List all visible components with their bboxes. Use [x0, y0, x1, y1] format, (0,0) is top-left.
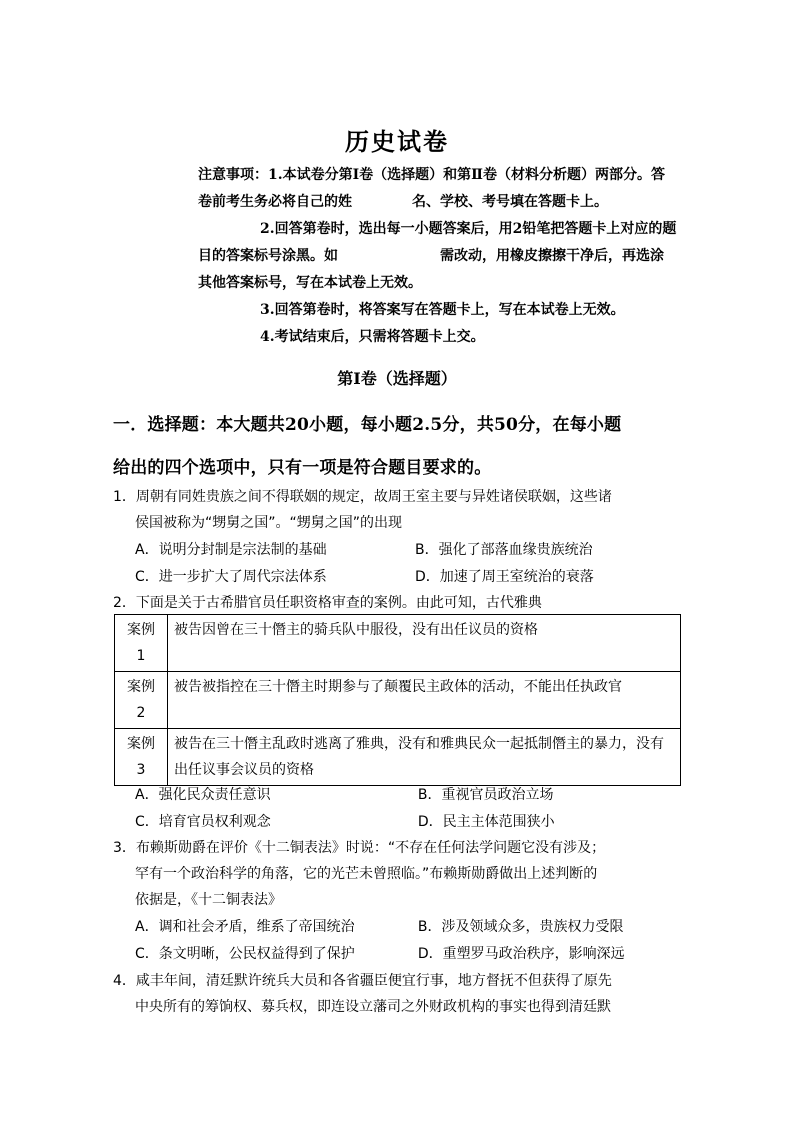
- case-text: 被告在三十僭主乱政时逃离了雅典，没有和雅典民众一起抵制僭主的暴力，没有出任议事会议员的资格: [168, 729, 681, 786]
- notice-line: 注意事项：1.本试卷分第Ⅰ卷（选择题）和第Ⅱ卷（材料分析题）两部分。答: [198, 167, 665, 183]
- question-2: [113, 590, 693, 616]
- option-c: C．进一步扩大了周代宗法体系: [135, 568, 327, 585]
- section-heading: 第Ⅰ卷（选择题）: [337, 369, 457, 388]
- instruction-line: 给出的四个选项中，只有一项是符合题目要求的。: [113, 458, 492, 478]
- table-row: [115, 615, 681, 672]
- option-d: D．重塑罗马政治秩序，影响深远: [417, 945, 625, 962]
- question-text: 1．周朝有同姓贵族之间不得联姻的规定，故周王室主要与异姓诸侯联姻，这些诸: [113, 489, 612, 505]
- case-text: 被告因曾在三十僭主的骑兵队中服役，没有出任议员的资格: [168, 615, 681, 672]
- option-a: A．强化民众责任意识: [135, 787, 271, 803]
- option-b: B．重视官员政治立场: [417, 787, 554, 803]
- option-d: D．民主主体范围狭小: [417, 813, 555, 830]
- notice-line: 3.回答第卷时，将答案写在答题卡上，写在本试卷上无效。: [260, 302, 625, 318]
- notice-text: 目的答案标号涂黑。如: [198, 248, 338, 264]
- instruction-line: 一．选择题：本大题共20小题，每小题2.5分，共50分，在每小题: [113, 415, 622, 435]
- notice-line: [198, 189, 688, 216]
- part-one-instructions: [113, 404, 693, 490]
- notice-text: 名、学校、考号填在答题卡上。: [412, 194, 608, 210]
- notice-line: [198, 243, 688, 270]
- case-label: 案例 1: [115, 615, 168, 672]
- notice-text: 卷前考生务必将自己的姓: [198, 194, 352, 210]
- notice-line: 2.回答第卷时，选出每一小题答案后，用2铅笔把答题卡上对应的题: [260, 221, 677, 237]
- question-1: [113, 484, 693, 536]
- case-label: 案例 3: [115, 729, 168, 786]
- page-title: 历史试卷: [345, 127, 449, 156]
- option-a: A．说明分封制是宗法制的基础: [135, 542, 327, 558]
- question-text: 3．布赖斯勋爵在评价《十二铜表法》时说：“不存在任何法学问题它没有涉及；: [113, 840, 606, 856]
- question-2-options: [135, 782, 695, 835]
- option-b: B．涉及领域众多，贵族权力受限: [417, 919, 624, 935]
- question-text: 4．咸丰年间，清廷默许统兵大员和各省疆臣便宜行事，地方督抚不但获得了原先: [113, 973, 612, 989]
- notice-line: 4.考试结束后，只需将答题卡上交。: [260, 329, 485, 345]
- notice-text: 需改动，用橡皮擦擦干净后，再选涂: [440, 248, 664, 264]
- question-text: 侯国被称为“甥舅之国”。“甥舅之国”的出现: [135, 515, 403, 531]
- option-d: D．加速了周王室统治的衰落: [415, 568, 594, 585]
- option-b: B．强化了部落血缘贵族统治: [415, 542, 593, 558]
- question-text: 依据是，《十二铜表法》: [135, 892, 282, 908]
- option-c: C．条文明晰，公民权益得到了保护: [135, 945, 355, 962]
- option-c: C．培育官员权利观念: [135, 813, 271, 830]
- question-3-options: [135, 914, 695, 967]
- case-label: 案例 2: [115, 672, 168, 729]
- option-a: A．调和社会矛盾，维系了帝国统治: [135, 919, 355, 935]
- notice-block: [198, 162, 688, 351]
- table-row: [115, 729, 681, 786]
- question-4: [113, 968, 693, 1020]
- question-1-options: [135, 537, 695, 590]
- case-text: 被告被指控在三十僭主时期参与了颠覆民主政体的活动，不能出任执政官: [168, 672, 681, 729]
- case-table: [114, 614, 681, 786]
- table-row: [115, 672, 681, 729]
- notice-line: 其他答案标号，写在本试卷上无效。: [198, 275, 422, 291]
- question-text: 中央所有的筹饷权、募兵权，即连设立藩司之外财政机构的事实也得到清廷默: [135, 999, 611, 1015]
- question-text: 罕有一个政治科学的角落，它的光芒未曾照临。”布赖斯勋爵做出上述判断的: [135, 866, 598, 882]
- question-3: [113, 835, 693, 913]
- question-text: 2．下面是关于古希腊官员任职资格审查的案例。由此可知，古代雅典: [113, 595, 542, 611]
